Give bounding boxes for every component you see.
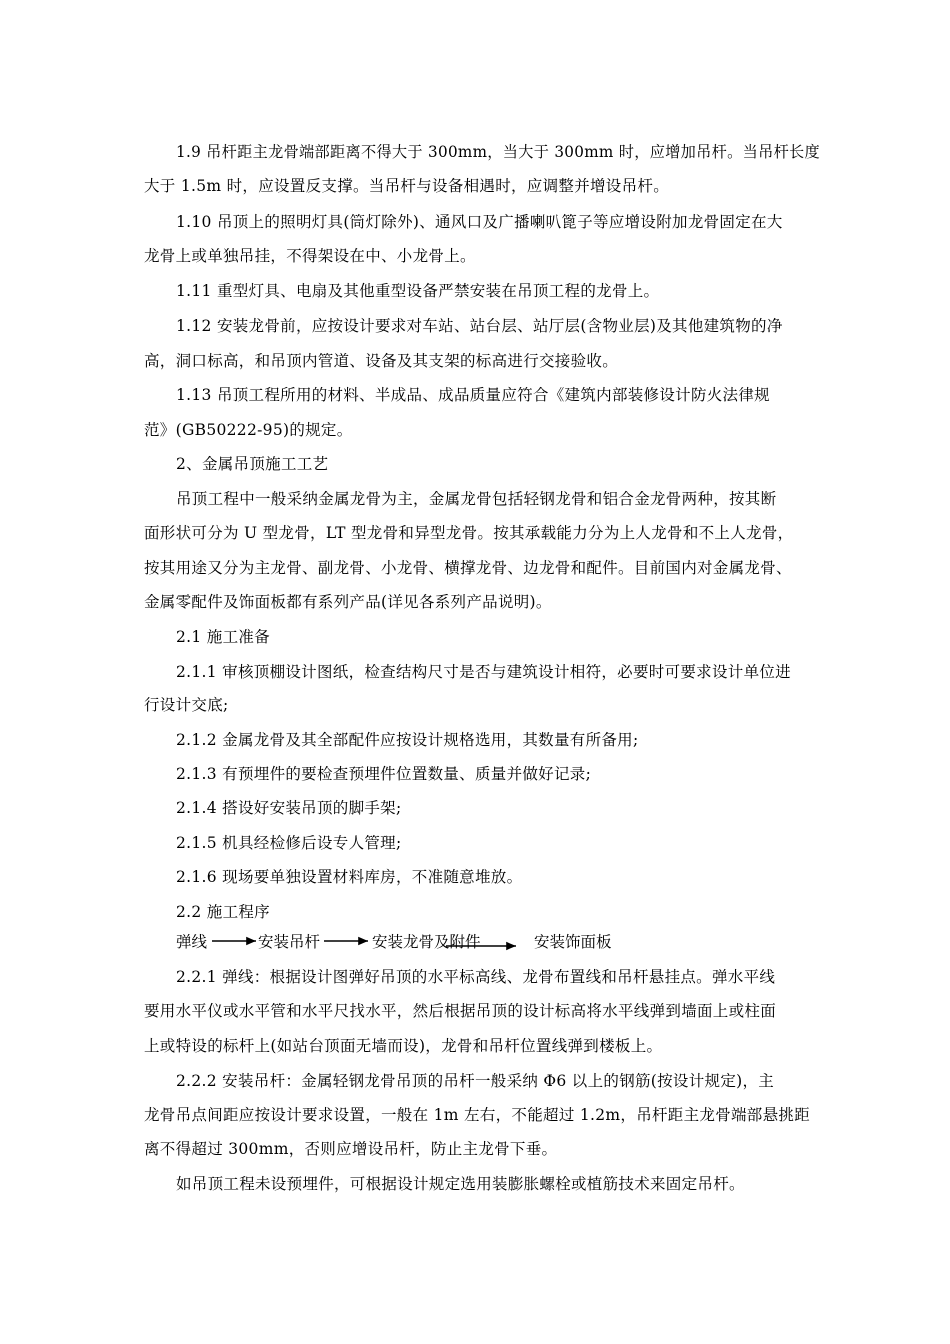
paragraph-2-intro-line-2: 面形状可分为 U 型龙骨，LT 型龙骨和异型龙骨。按其承载能力分为上人龙骨和不上人龙骨， [144, 524, 794, 542]
paragraph-1-12-line-1: 1.12 安装龙骨前，应按设计要求对车站、站台层、站厅层(含物业层)及其他建筑物的净 [176, 317, 783, 335]
process-flow [176, 931, 676, 955]
paragraph-closing: 如吊顶工程未设预埋件，可根据设计规定选用装膨胀螺栓或植筋技术来固定吊杆。 [176, 1175, 745, 1193]
section-heading-2-1: 2.1 施工准备 [176, 628, 270, 646]
item-2-2-2-line-2: 龙骨吊点间距应按设计要求设置，一般在 1m 左右，不能超过 1.2m，吊杆距主龙骨端部悬挑距 [144, 1106, 810, 1124]
paragraph-2-intro-line-4: 金属零配件及饰面板都有系列产品(详见各系列产品说明)。 [144, 593, 552, 611]
flow-step-1: 弹线 [176, 933, 208, 951]
item-2-1-6: 2.1.6 现场要单独设置材料库房，不准随意堆放。 [176, 868, 523, 886]
flow-step-3: 安装龙骨及附件 [372, 933, 481, 951]
paragraph-2-intro-line-1: 吊顶工程中一般采纳金属龙骨为主，金属龙骨包括轻钢龙骨和铝合金龙骨两种，按其断 [176, 490, 777, 508]
paragraph-1-12-line-2: 高，洞口标高，和吊顶内管道、设备及其支架的标高进行交接验收。 [144, 352, 619, 370]
paragraph-1-9-line-1: 1.9 吊杆距主龙骨端部距离不得大于 300mm，当大于 300mm 时，应增加吊杆。当吊杆长度 [176, 143, 821, 161]
item-2-2-2-line-3: 离不得超过 300mm，否则应增设吊杆，防止主龙骨下垂。 [144, 1140, 558, 1158]
flow-step-2: 安装吊杆 [258, 933, 321, 951]
section-heading-2-2: 2.2 施工程序 [176, 903, 270, 921]
item-2-2-1-line-2: 要用水平仪或水平管和水平尺找水平，然后根据吊顶的设计标高将水平线弹到墙面上或柱面 [144, 1002, 777, 1020]
item-2-2-2-line-1: 2.2.2 安装吊杆：金属轻钢龙骨吊顶的吊杆一般采纳 Φ6 以上的钢筋(按设计规定)，主 [176, 1072, 775, 1090]
item-2-1-1-line-1: 2.1.1 审核顶棚设计图纸，检查结构尺寸是否与建筑设计相符，必要时可要求设计单位进 [176, 663, 791, 681]
item-2-2-1-line-3: 上或特设的标杆上(如站台顶面无墙而设)，龙骨和吊杆位置线弹到楼板上。 [144, 1037, 663, 1055]
paragraph-2-intro-line-3: 按其用途又分为主龙骨、副龙骨、小龙骨、横撑龙骨、边龙骨和配件。目前国内对金属龙骨、 [144, 559, 792, 577]
item-2-1-5: 2.1.5 机具经检修后设专人管理; [176, 834, 402, 852]
paragraph-1-10-line-2: 龙骨上或单独吊挂，不得架设在中、小龙骨上。 [144, 247, 476, 265]
paragraph-1-9-line-2: 大于 1.5m 时，应设置反支撑。当吊杆与设备相遇时，应调整并增设吊杆。 [144, 177, 670, 195]
paragraph-1-13-line-1: 1.13 吊顶工程所用的材料、半成品、成品质量应符合《建筑内部装修设计防火法律规 [176, 386, 770, 404]
flow-step-4: 安装饰面板 [534, 933, 612, 951]
paragraph-1-10-line-1: 1.10 吊顶上的照明灯具(筒灯除外)、通风口及广播喇叭篦子等应增设附加龙骨固定在大 [176, 213, 783, 231]
item-2-1-4: 2.1.4 搭设好安装吊顶的脚手架; [176, 799, 402, 817]
paragraph-1-11: 1.11 重型灯具、电扇及其他重型设备严禁安装在吊顶工程的龙骨上。 [176, 282, 660, 300]
item-2-1-3: 2.1.3 有预埋件的要检查预埋件位置数量、质量并做好记录; [176, 765, 592, 783]
item-2-1-2: 2.1.2 金属龙骨及其全部配件应按设计规格选用，其数量有所备用; [176, 731, 639, 749]
paragraph-1-13-line-2: 范》(GB50222-95)的规定。 [144, 421, 353, 439]
item-2-1-1-line-2: 行设计交底; [144, 696, 229, 714]
section-heading-2: 2、金属吊顶施工工艺 [176, 455, 329, 473]
item-2-2-1-line-1: 2.2.1 弹线：根据设计图弹好吊顶的水平标高线、龙骨布置线和吊杆悬挂点。弹水平线 [176, 968, 776, 986]
